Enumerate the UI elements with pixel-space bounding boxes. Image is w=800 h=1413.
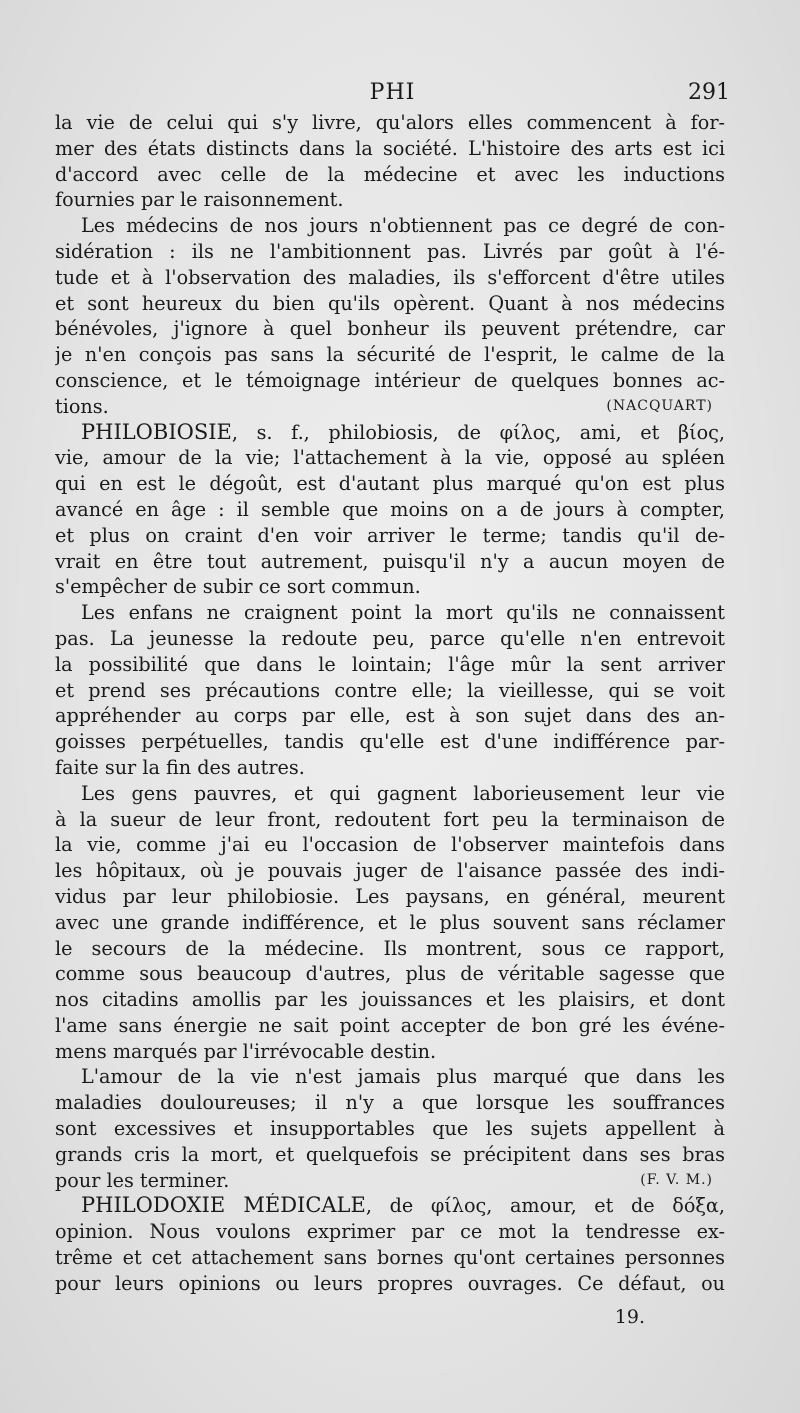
line-text: tions. bbox=[55, 394, 109, 418]
text-line bbox=[55, 703, 725, 729]
line-text: pas. La jeunesse la redoute peu, parce qu'elle n'en entrevoit bbox=[55, 626, 725, 650]
entry-headword: PHILODOXIE MÉDICALE bbox=[81, 1193, 366, 1218]
text-line bbox=[55, 678, 725, 704]
text-line bbox=[55, 1090, 725, 1116]
line-text: vie, amour de la vie; l'attachement à la vie, opposé au spléen bbox=[55, 446, 725, 470]
line-text: Les enfans ne craignent point la mort qu'ils ne connaissent bbox=[81, 601, 725, 625]
line-text: pour les terminer. bbox=[55, 1168, 230, 1192]
text-line bbox=[55, 936, 725, 962]
text-line bbox=[55, 1064, 725, 1090]
line-text: sont excessives et insupportables que les sujets appellent à bbox=[55, 1117, 725, 1141]
line-text: L'amour de la vie n'est jamais plus marqué que dans les bbox=[81, 1065, 725, 1089]
author-attribution: (F. V. M.) bbox=[640, 1171, 713, 1188]
line-text: le secours de la médecine. Ils montrent, sous ce rapport, bbox=[55, 936, 725, 960]
text-line bbox=[55, 239, 725, 265]
text-line bbox=[55, 342, 725, 368]
line-text: mer des états distincts dans la société. L'histoire des arts est ici bbox=[55, 136, 725, 160]
text-line bbox=[55, 1245, 725, 1271]
line-text: l'ame sans énergie ne sait point accepter de bon gré les événe- bbox=[55, 1013, 725, 1037]
text-line bbox=[55, 265, 725, 291]
text-line bbox=[55, 1013, 725, 1039]
text-line bbox=[55, 471, 725, 497]
text-line bbox=[55, 729, 725, 755]
running-head: PHI bbox=[369, 80, 416, 105]
text-line bbox=[55, 807, 725, 833]
page-number: 291 bbox=[688, 80, 730, 105]
line-text: sidération : ils ne l'ambitionnent pas. Livrés par goût à l'é- bbox=[55, 239, 725, 263]
line-text: goisses perpétuelles, tandis qu'elle est d'une indifférence par- bbox=[55, 730, 725, 754]
line-text: faite sur la fin des autres. bbox=[55, 755, 305, 779]
line-text: fournies par le raisonnement. bbox=[55, 188, 344, 212]
line-text: mens marqués par l'irrévocable destin. bbox=[55, 1039, 437, 1063]
page-body bbox=[55, 110, 725, 1297]
text-line bbox=[55, 574, 725, 600]
line-text: grands cris la mort, et quelquefois se précipitent dans ses bras bbox=[55, 1142, 725, 1166]
line-text: la vie de celui qui s'y livre, qu'alors elles commencent à for- bbox=[55, 111, 725, 134]
line-text: je n'en conçois pas sans la sécurité de l'esprit, le calme de la bbox=[55, 343, 725, 367]
line-text: s'empêcher de subir ce sort commun. bbox=[55, 575, 421, 599]
author-attribution: (NACQUART) bbox=[606, 397, 713, 414]
text-line bbox=[55, 652, 725, 678]
text-line bbox=[55, 420, 725, 446]
text-line bbox=[55, 110, 725, 136]
line-text: , s. f., philobiosis, de φίλος, ami, et βίος, bbox=[231, 420, 725, 444]
entry-headword: PHILOBIOSIE bbox=[81, 419, 232, 444]
text-line bbox=[55, 316, 725, 342]
line-text: la vie, comme j'ai eu l'occasion de l'observer maintefois dans bbox=[55, 833, 725, 857]
line-text: nos citadins amollis par les jouissances et les plaisirs, et dont bbox=[55, 988, 725, 1012]
text-line bbox=[55, 987, 725, 1013]
line-text: Les gens pauvres, et qui gagnent laborieusement leur vie bbox=[81, 781, 725, 805]
text-line bbox=[55, 1271, 725, 1297]
line-text: , de φίλος, amour, et de δόξα, bbox=[365, 1194, 725, 1218]
text-line bbox=[55, 884, 725, 910]
text-line bbox=[55, 136, 725, 162]
text-line bbox=[55, 600, 725, 626]
line-text: et sont heureux du bien qu'ils opèrent. Quant à nos médecins bbox=[55, 291, 725, 315]
line-text: Les médecins de nos jours n'obtiennent pas ce degré de con- bbox=[81, 214, 725, 238]
line-text: appréhender au corps par elle, est à son sujet dans des an- bbox=[55, 704, 725, 728]
line-text: tude et à l'observation des maladies, ils s'efforcent d'être utiles bbox=[55, 265, 725, 289]
text-line bbox=[55, 781, 725, 807]
line-text: avec une grande indifférence, et le plus souvent sans réclamer bbox=[55, 910, 725, 934]
line-text: conscience, et le témoignage intérieur de quelques bonnes ac- bbox=[55, 368, 725, 392]
page-header bbox=[55, 80, 730, 112]
line-text: et plus on craint d'en voir arriver le terme; tandis qu'il de- bbox=[55, 523, 725, 547]
text-line bbox=[55, 961, 725, 987]
text-line bbox=[55, 394, 725, 420]
line-text: et prend ses précautions contre elle; la vieillesse, qui se voit bbox=[55, 678, 725, 702]
text-line bbox=[55, 1116, 725, 1142]
line-text: trême et cet attachement sans bornes qu'ont certaines personnes bbox=[55, 1246, 725, 1270]
line-text: maladies douloureuses; il n'y a que lorsque les souffrances bbox=[55, 1091, 725, 1115]
text-line bbox=[55, 162, 725, 188]
line-text: vrait en être tout autrement, puisqu'il n'y a aucun moyen de bbox=[55, 549, 725, 573]
text-line bbox=[55, 291, 725, 317]
line-text: qui en est le dégoût, est d'autant plus marqué qu'on est plus bbox=[55, 472, 725, 496]
text-line bbox=[55, 1142, 725, 1168]
line-text: pour leurs opinions ou leurs propres ouvrages. Ce défaut, ou bbox=[55, 1271, 725, 1295]
text-line bbox=[55, 549, 725, 575]
line-text: opinion. Nous voulons exprimer par ce mot la tendresse ex- bbox=[55, 1220, 725, 1244]
line-text: comme sous beaucoup d'autres, plus de véritable sagesse que bbox=[55, 962, 725, 986]
text-line bbox=[55, 910, 725, 936]
text-line bbox=[55, 497, 725, 523]
line-text: à la sueur de leur front, redoutent fort peu la terminaison de bbox=[55, 807, 725, 831]
text-line bbox=[55, 213, 725, 239]
line-text: la possibilité que dans le lointain; l'âge mûr la sent arriver bbox=[55, 652, 725, 676]
printer-signature: 19. bbox=[614, 1306, 645, 1328]
text-line bbox=[55, 1039, 725, 1065]
text-line bbox=[55, 523, 725, 549]
text-line bbox=[55, 187, 725, 213]
line-text: les hôpitaux, où je pouvais juger de l'aisance passée des indi- bbox=[55, 859, 725, 883]
line-text: d'accord avec celle de la médecine et avec les inductions bbox=[55, 162, 725, 186]
signature-line bbox=[55, 1306, 725, 1334]
text-line bbox=[55, 1219, 725, 1245]
line-text: vidus par leur philobiosie. Les paysans, en général, meurent bbox=[55, 884, 725, 908]
text-line bbox=[55, 858, 725, 884]
text-line bbox=[55, 445, 725, 471]
line-text: bénévoles, j'ignore à quel bonheur ils peuvent prétendre, car bbox=[55, 317, 725, 341]
text-line bbox=[55, 755, 725, 781]
text-line bbox=[55, 832, 725, 858]
line-text: avancé en âge : il semble que moins on a de jours à compter, bbox=[55, 497, 725, 521]
text-line bbox=[55, 368, 725, 394]
text-line bbox=[55, 626, 725, 652]
text-line bbox=[55, 1168, 725, 1194]
text-line bbox=[55, 1193, 725, 1219]
